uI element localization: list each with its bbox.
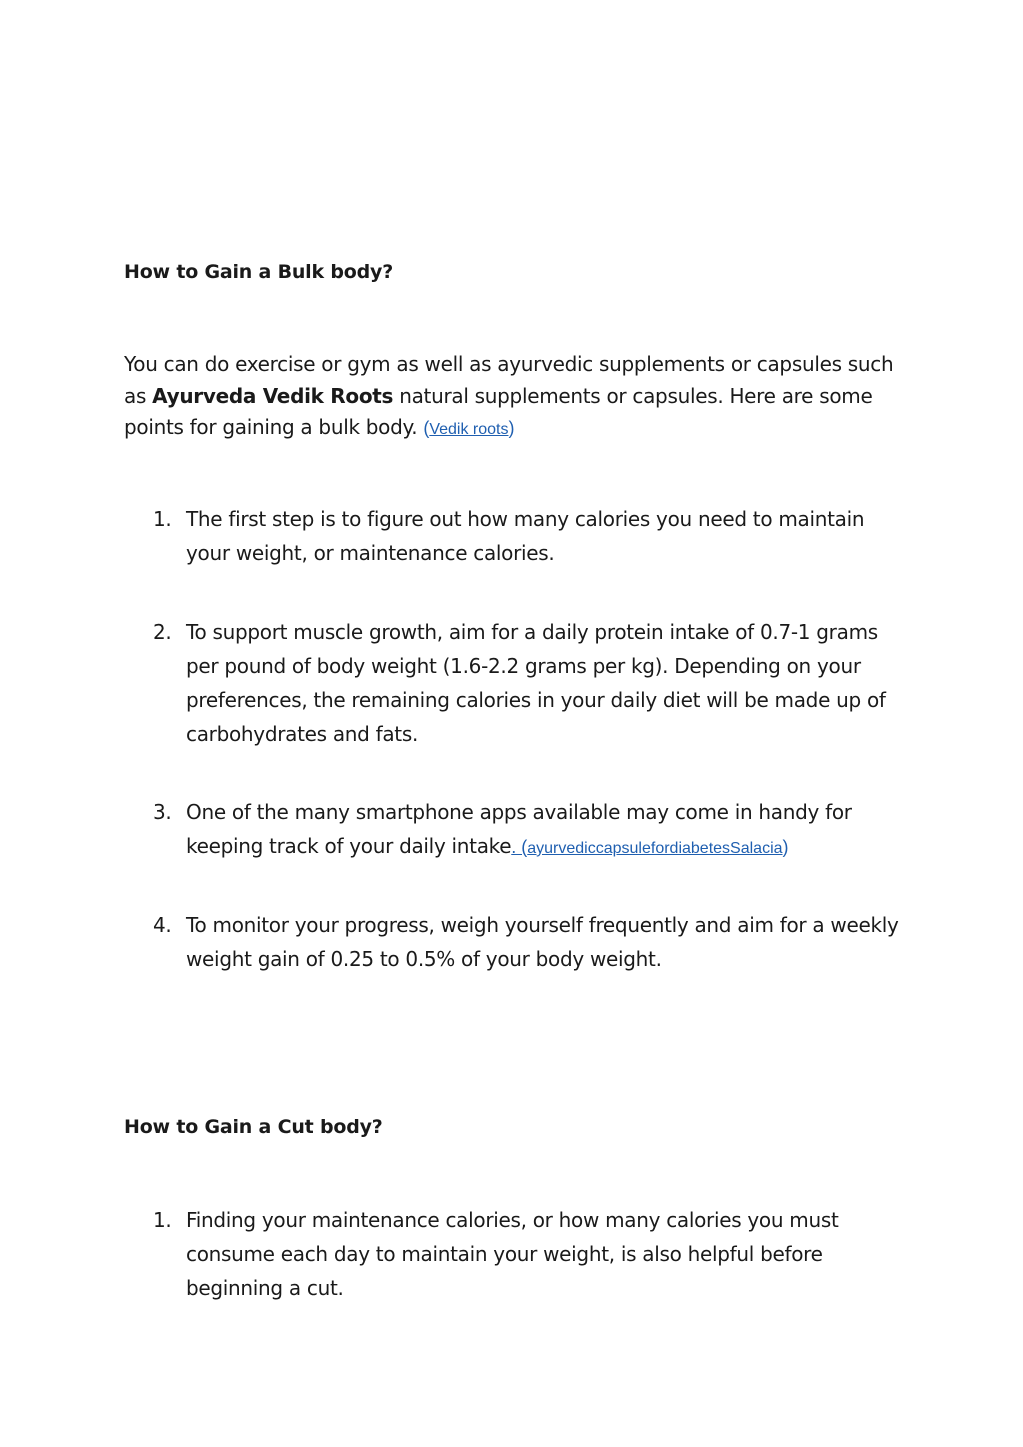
list-item-number: 4. xyxy=(153,913,172,937)
cut-heading: How to Gain a Cut body? xyxy=(124,1116,383,1138)
list-item-number: 1. xyxy=(153,1208,172,1232)
list-item-text: The first step is to figure out how many calories you need to maintain your weight, or maintenance calories. xyxy=(186,507,865,565)
list-item-text: Finding your maintenance calories, or how many calories you must consume each day to maintain your weight, is also helpful before beginning a cut. xyxy=(186,1208,839,1300)
link-lead[interactable]: . ( xyxy=(511,837,528,857)
salacia-link[interactable]: ayurvediccapsulefordiabetesSalacia xyxy=(527,840,783,857)
bulk-heading: How to Gain a Bulk body? xyxy=(124,261,394,283)
link-paren-close: ) xyxy=(782,837,789,857)
list-item-text: To monitor your progress, weigh yourself frequently and aim for a weekly weight gain of 0.25 to 0.5% of your body weight. xyxy=(186,913,899,971)
list-item-number: 2. xyxy=(153,620,172,644)
link-paren-close: ) xyxy=(508,418,515,438)
brand-name: Ayurveda Vedik Roots xyxy=(152,383,394,408)
list-item-text: To support muscle growth, aim for a daily protein intake of 0.7-1 grams per pound of body weight (1.6-2.2 grams per kg). Depending on your preferences, the remaining calories in your daily diet will be made up of carbohydrates and fats. xyxy=(186,620,886,746)
list-item-number: 3. xyxy=(153,800,172,824)
list-item-number: 1. xyxy=(153,507,172,531)
bulk-intro-paragraph xyxy=(124,349,904,446)
bulk-intro-text-1: You can do exercise or gym as well as ayurvedic supplements or capsules such as xyxy=(124,352,894,408)
list-item-text xyxy=(186,795,901,866)
link-paren-open: ( xyxy=(423,418,430,438)
list-item-text-main: One of the many smartphone apps available may come in handy for keeping track of your daily intake xyxy=(186,800,852,858)
bulk-intro-text-2: natural supplements or capsules. Here are some points for gaining a bulk body. xyxy=(124,383,873,439)
vedik-roots-link[interactable]: Vedik roots xyxy=(429,421,509,438)
